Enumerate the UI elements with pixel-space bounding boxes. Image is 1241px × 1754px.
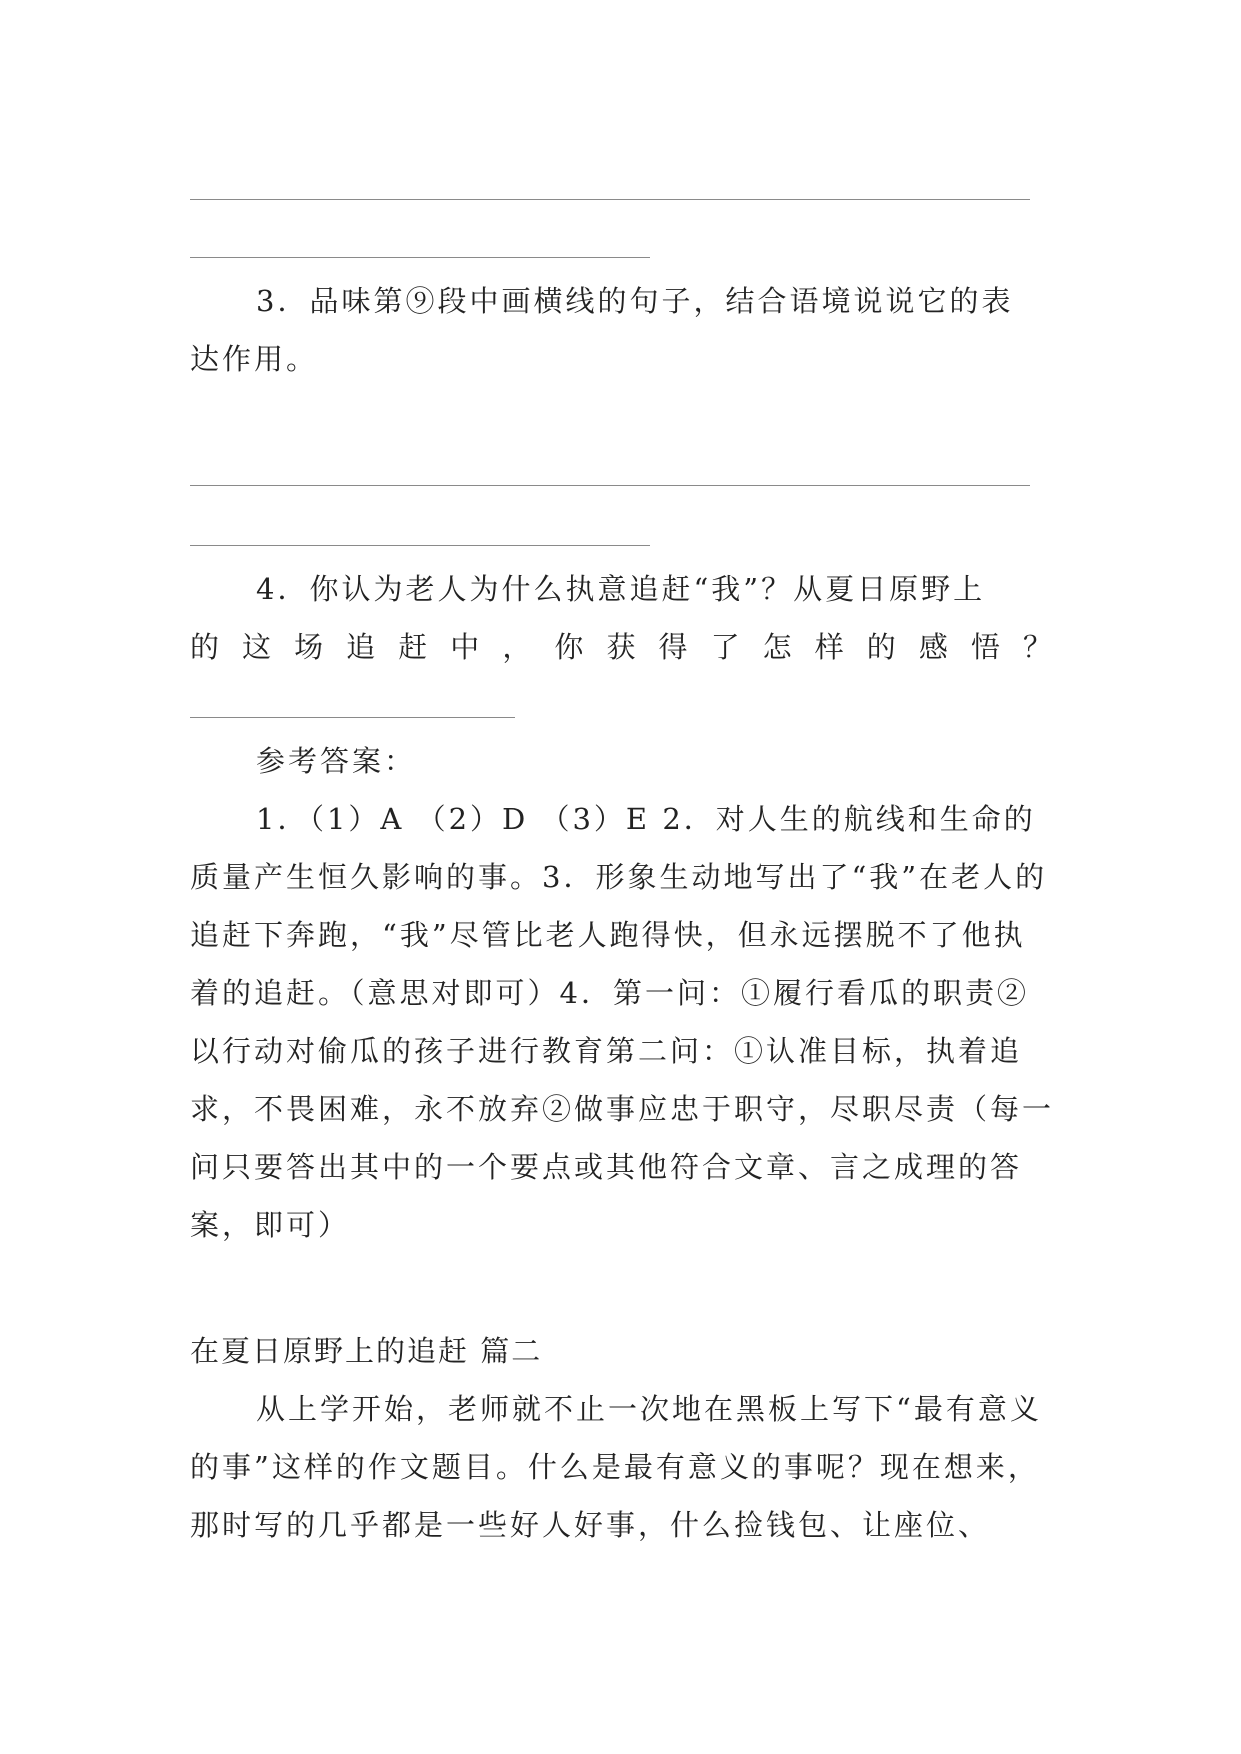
answers-title: 参考答案： xyxy=(256,744,417,778)
question-4-line-2: 的这场追赶中，你获得了怎样的感悟？ xyxy=(190,630,1055,664)
question-3-line-1: 3．品味第⑨段中画横线的句子，结合语境说说它的表 xyxy=(256,284,1014,318)
section-heading: 在夏日原野上的追赶 篇二 xyxy=(190,1334,543,1368)
question-3-line-2: 达作用。 xyxy=(190,342,319,376)
answer-blank-line xyxy=(190,199,1030,200)
question-4-line-1: 4．你认为老人为什么执意追赶“我”？从夏日原野上 xyxy=(256,572,986,606)
section-body: 从上学开始，老师就不止一次地在黑板上写下“最有意义的事”这样的作文题目。什么是最有意义的事呢？现在想来，那时写的几乎都是一些好人好事，什么捡钱包、让座位、 xyxy=(190,1392,1042,1542)
question-3 xyxy=(190,272,1055,388)
answer-blank-line xyxy=(190,485,1030,486)
answer-blank-line xyxy=(190,717,515,718)
answer-blank-line xyxy=(190,257,650,258)
answers-body: 1．（1）A （2）D （3）E 2．对人生的航线和生命的质量产生恒久影响的事。3．形象生动地写出了“我”在老人的追赶下奔跑，“我”尽管比老人跑得快，但永远摆脱不了他执着的追赶。（意思对即可）4．第一问：①履行看瓜的职责②以行动对偷瓜的孩子进行教育第二问：①认准目标，执着追求，不畏困难，永不放弃②做事应忠于职守，尽职尽责（每一问只要答出其中的一个要点或其他符合文章、言之成理的答案，即可） xyxy=(190,802,1055,1242)
question-4 xyxy=(190,560,1055,676)
answer-blank-line xyxy=(190,545,650,546)
